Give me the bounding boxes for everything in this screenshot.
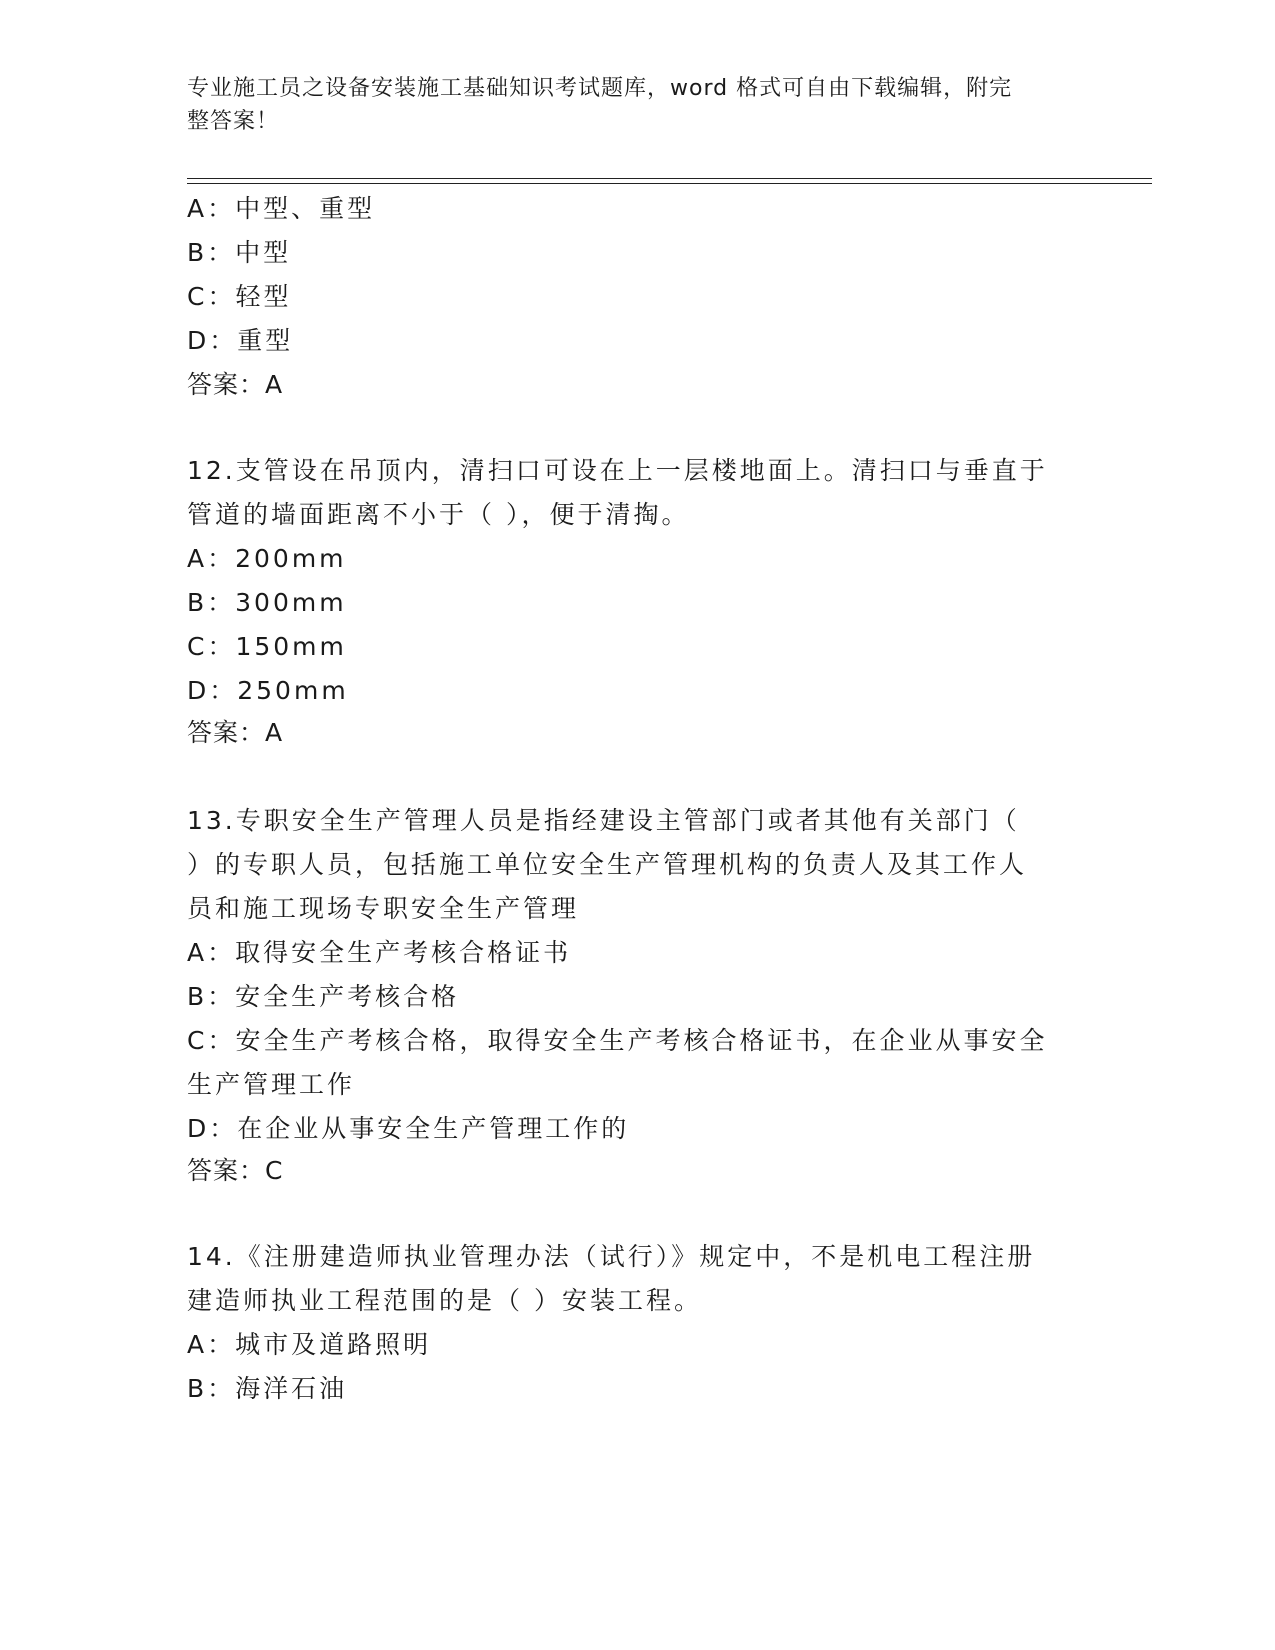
q13-stem-line-1: 13.专职安全生产管理人员是指经建设主管部门或者其他有关部门（: [187, 806, 1020, 835]
q13-answer: 答案：C: [187, 1156, 284, 1185]
q13-option-d: D：在企业从事安全生产管理工作的: [187, 1114, 630, 1143]
header-line-1: 专业施工员之设备安装施工基础知识考试题库，word 格式可自由下载编辑，附完: [187, 76, 1013, 101]
q12-option-b: B：300mm: [187, 588, 347, 617]
q12-option-c: C：150mm: [187, 632, 347, 661]
q13-option-b: B：安全生产考核合格: [187, 982, 460, 1011]
q11-option-a: A：中型、重型: [187, 194, 376, 223]
q12-option-a: A：200mm: [187, 544, 347, 573]
header-rule-top: [187, 178, 1152, 179]
q12-stem-line-2: 管道的墙面距离不小于（ ），便于清掏。: [187, 500, 690, 529]
q11-answer: 答案：A: [187, 370, 284, 399]
q14-option-a: A：城市及道路照明: [187, 1330, 432, 1359]
q13-stem-line-2: ）的专职人员，包括施工单位安全生产管理机构的负责人及其工作人: [187, 850, 1028, 879]
q11-option-d: D：重型: [187, 326, 294, 355]
q14-option-b: B：海洋石油: [187, 1374, 348, 1403]
q11-option-b: B：中型: [187, 238, 292, 267]
q13-stem-line-3: 员和施工现场专职安全生产管理: [187, 894, 580, 923]
q14-stem-line-2: 建造师执业工程范围的是（ ）安装工程。: [187, 1286, 702, 1315]
q11-option-c: C：轻型: [187, 282, 292, 311]
q13-option-a: A：取得安全生产考核合格证书: [187, 938, 572, 967]
q12-stem-line-1: 12.支管设在吊顶内，清扫口可设在上一层楼地面上。清扫口与垂直于: [187, 456, 1048, 485]
header-line-2: 整答案！: [187, 109, 280, 134]
header-rule-bottom: [187, 183, 1152, 184]
q14-stem-line-1: 14.《注册建造师执业管理办法（试行）》规定中，不是机电工程注册: [187, 1242, 1036, 1271]
q12-answer: 答案：A: [187, 718, 284, 747]
q13-option-c-line-1: C：安全生产考核合格，取得安全生产考核合格证书，在企业从事安全: [187, 1026, 1048, 1055]
document-header: [187, 72, 1077, 138]
q12-option-d: D：250mm: [187, 676, 349, 705]
q13-option-c-line-2: 生产管理工作: [187, 1070, 356, 1099]
